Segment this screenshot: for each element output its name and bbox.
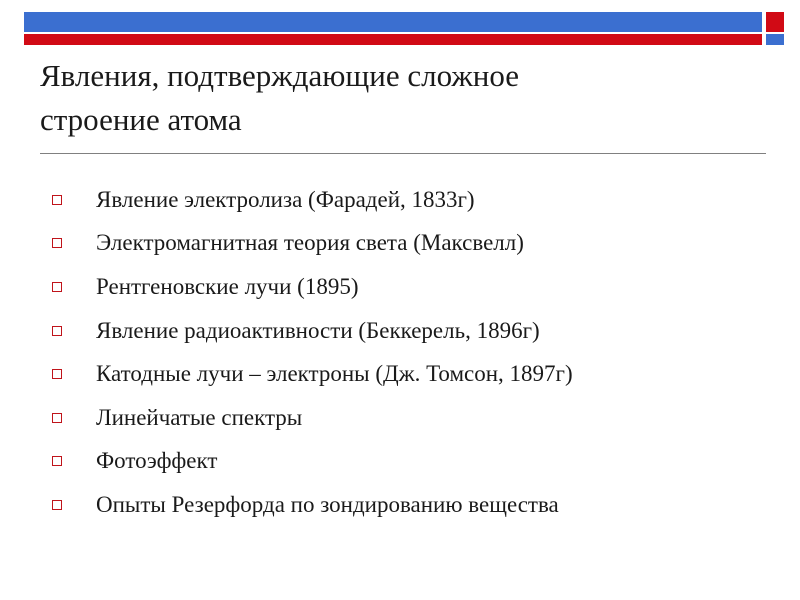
corner-square-red [766,12,784,32]
square-bullet-icon [52,456,62,466]
square-bullet-icon [52,326,62,336]
title-line-2: строение атома [40,102,242,137]
list-item-text: Рентгеновские лучи (1895) [96,273,359,299]
list-item-text: Опыты Резерфорда по зондированию вещества [96,491,559,517]
square-bullet-icon [52,195,62,205]
square-bullet-icon [52,282,62,292]
list-item [52,178,573,222]
list-item-text: Катодные лучи – электроны (Дж. Томсон, 1897г) [96,361,573,387]
list-item-text: Линейчатые спектры [96,404,303,430]
list-item [52,352,573,396]
square-bullet-icon [52,500,62,510]
list-item [52,309,573,353]
title-line-1: Явления, подтверждающие сложное [40,58,519,93]
title-divider [40,153,766,154]
list-item-text: Электромагнитная теория света (Максвелл) [96,230,524,256]
list-item [52,222,573,266]
list-item-text: Явление электролиза (Фарадей, 1833г) [96,186,475,212]
square-bullet-icon [52,369,62,379]
square-bullet-icon [52,238,62,248]
list-item [52,483,573,527]
slide-title [40,54,760,142]
list-item-text: Явление радиоактивности (Беккерель, 1896г) [96,317,540,343]
corner-square-blue [766,34,784,45]
header-bar-red [24,34,762,45]
square-bullet-icon [52,413,62,423]
list-item [52,396,573,440]
list-item-text: Фотоэффект [96,448,218,474]
list-item [52,265,573,309]
header-bar-blue [24,12,762,32]
bullet-list [52,178,573,527]
list-item [52,440,573,484]
